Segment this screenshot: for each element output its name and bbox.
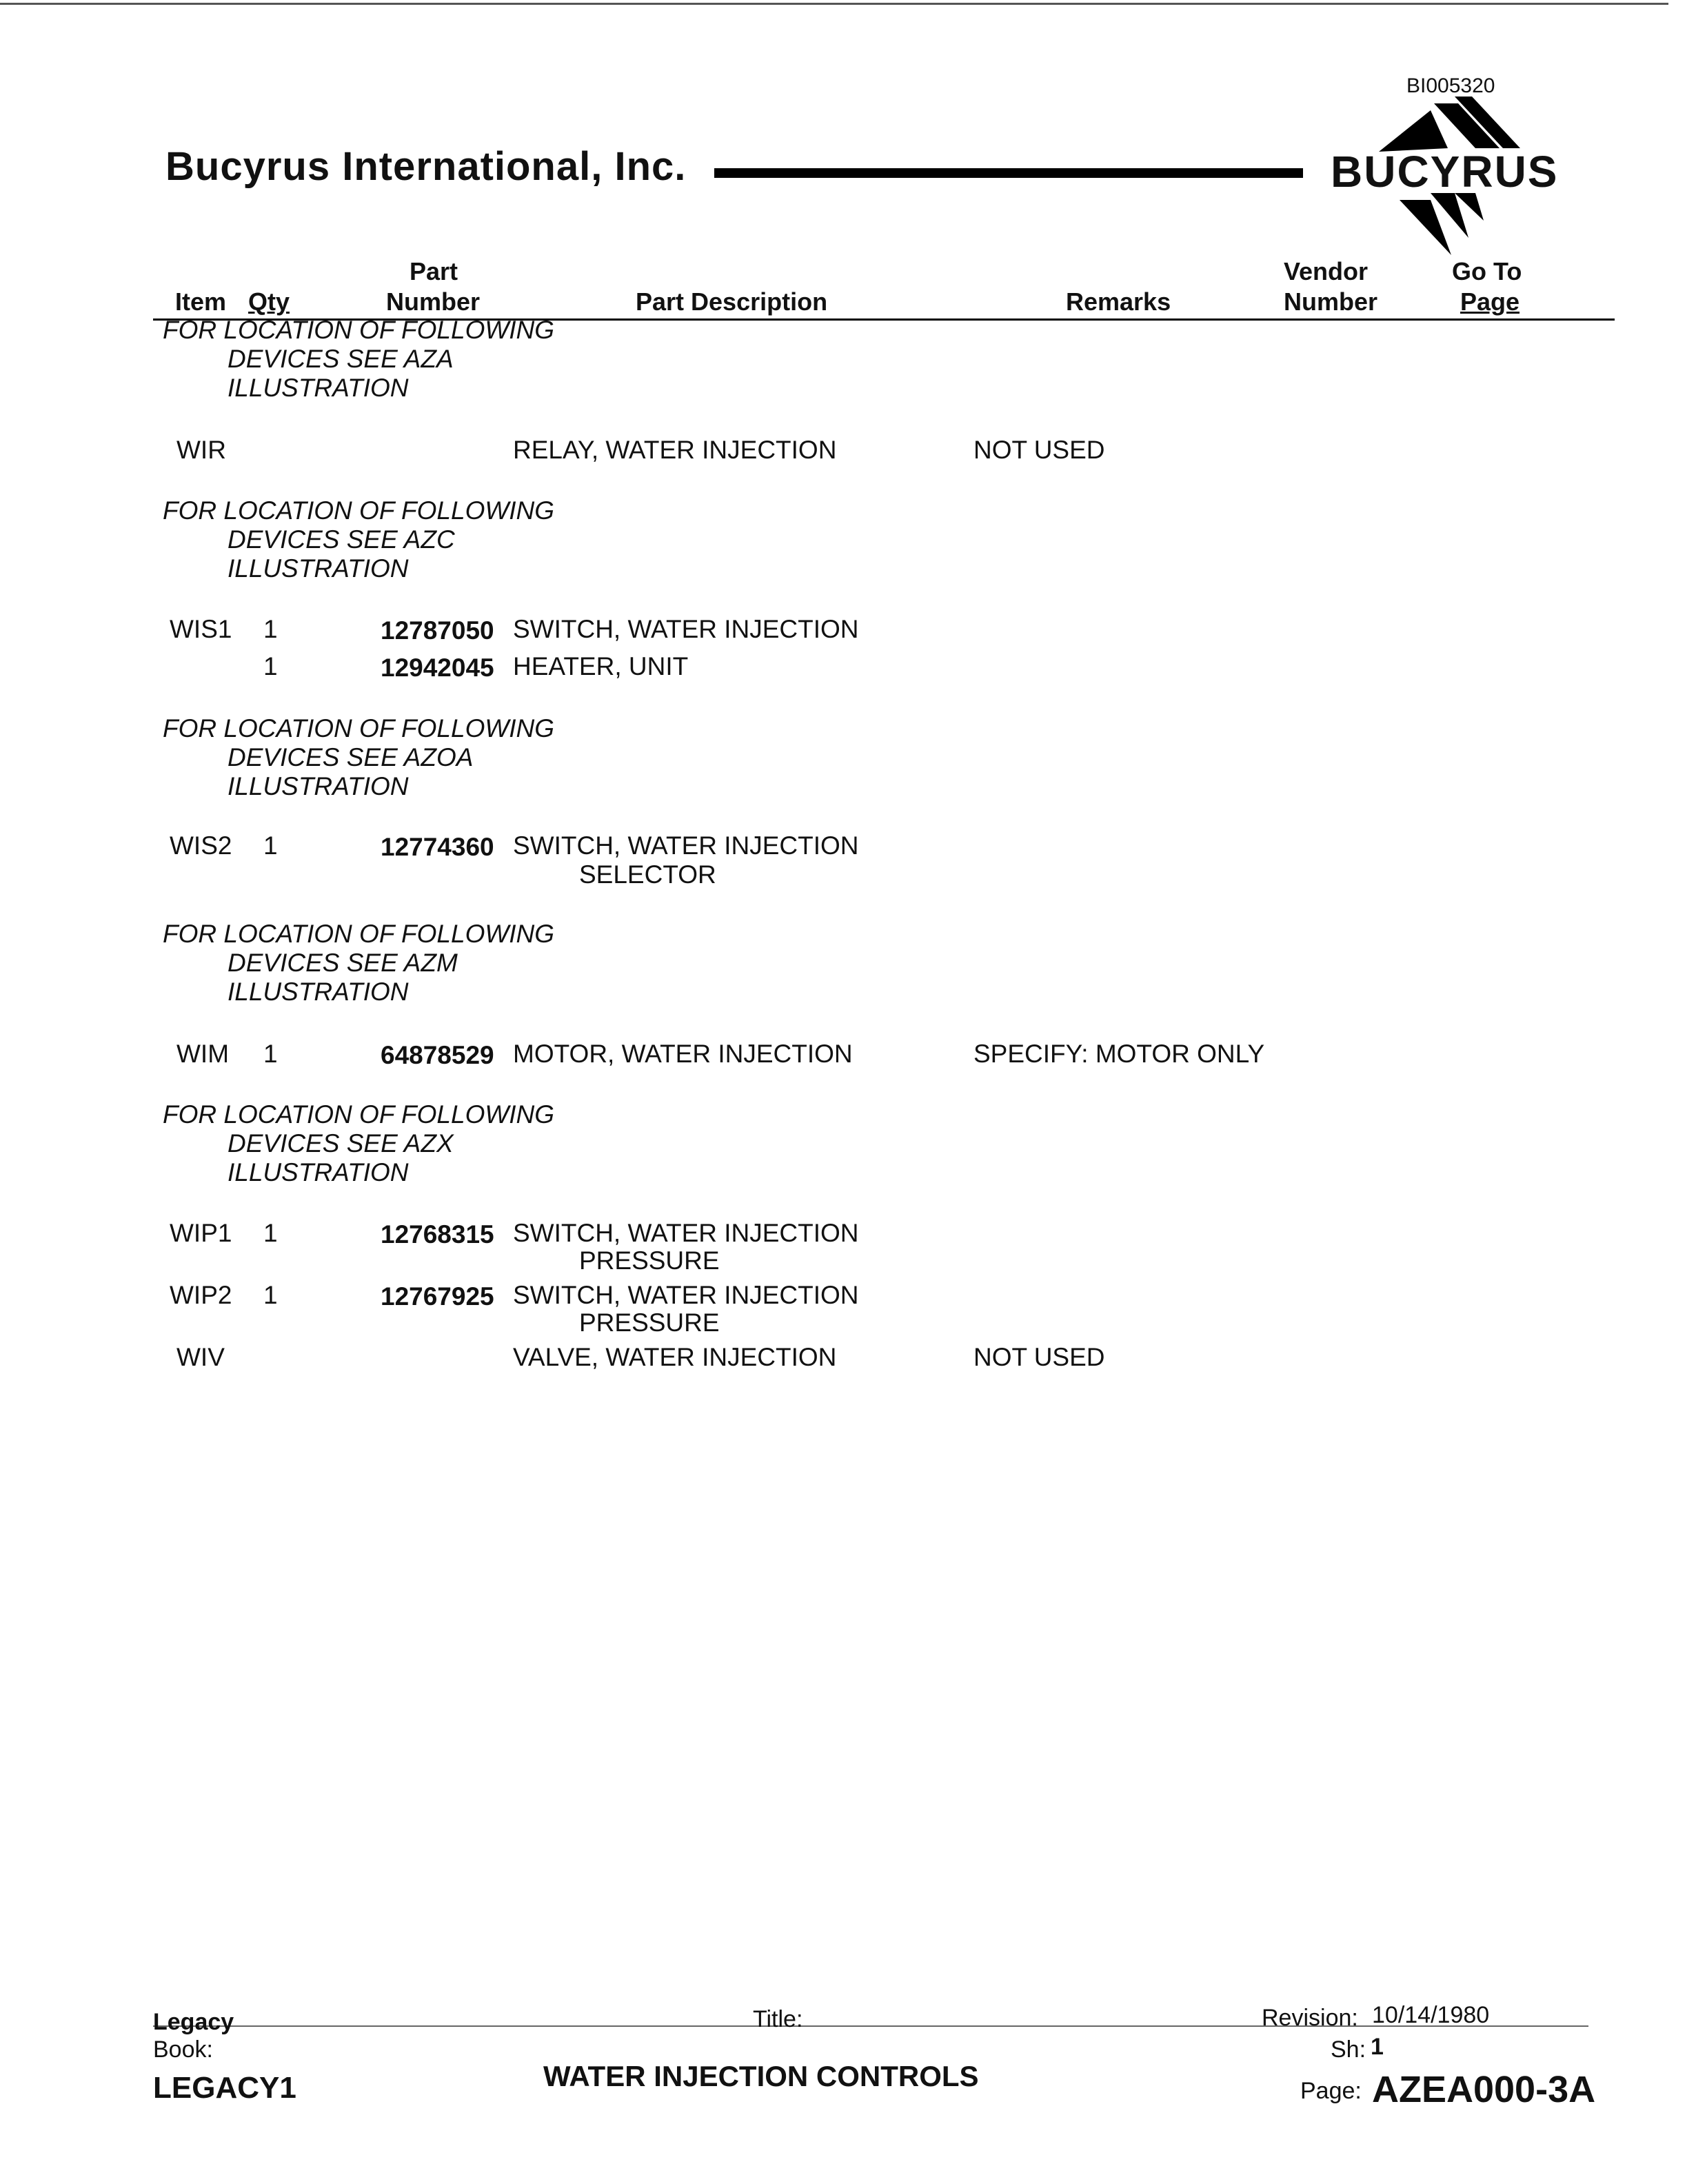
location-note: DEVICES SEE AZA xyxy=(228,345,454,373)
part-description: RELAY, WATER INJECTION xyxy=(513,436,837,464)
sheet-value: 1 xyxy=(1371,2034,1384,2060)
legacy-label: Legacy xyxy=(153,2009,234,2035)
col-part-top: Part xyxy=(410,257,458,285)
quantity: 1 xyxy=(263,831,278,860)
book-label: Book: xyxy=(153,2036,213,2063)
revision-value: 10/14/1980 xyxy=(1372,2002,1490,2028)
part-number: 12942045 xyxy=(381,654,494,682)
page-label: Page: xyxy=(1300,2078,1362,2104)
col-item: Item xyxy=(175,287,227,316)
col-description: Part Description xyxy=(636,287,828,316)
quantity: 1 xyxy=(263,652,278,680)
location-note: FOR LOCATION OF FOLLOWING xyxy=(163,496,555,525)
company-name: Bucyrus International, Inc. xyxy=(165,144,687,189)
part-description: SWITCH, WATER INJECTION xyxy=(513,1219,859,1247)
part-number: 64878529 xyxy=(381,1041,494,1069)
location-note: ILLUSTRATION xyxy=(228,554,409,583)
location-note: FOR LOCATION OF FOLLOWING xyxy=(163,714,555,742)
title-value: WATER INJECTION CONTROLS xyxy=(543,2060,979,2092)
item-code: WIV xyxy=(176,1343,225,1371)
location-note: DEVICES SEE AZM xyxy=(228,949,458,977)
location-note: DEVICES SEE AZOA xyxy=(228,743,474,771)
part-description-cont: PRESSURE xyxy=(579,1246,720,1275)
remarks: SPECIFY: MOTOR ONLY xyxy=(973,1040,1265,1068)
remarks: NOT USED xyxy=(973,1343,1105,1371)
part-number: 12787050 xyxy=(381,616,494,645)
page-value: AZEA000-3A xyxy=(1372,2069,1596,2110)
location-note: ILLUSTRATION xyxy=(228,374,409,402)
item-code: WIS2 xyxy=(170,831,232,860)
location-note: DEVICES SEE AZC xyxy=(228,525,455,554)
item-code: WIS1 xyxy=(170,615,232,643)
location-note: FOR LOCATION OF FOLLOWING xyxy=(163,920,555,948)
book-value: LEGACY1 xyxy=(153,2071,296,2105)
part-description: VALVE, WATER INJECTION xyxy=(513,1343,837,1371)
col-goto-bottom: Page xyxy=(1460,287,1520,316)
revision-label: Revision: xyxy=(1262,2005,1358,2031)
location-note: FOR LOCATION OF FOLLOWING xyxy=(163,316,555,344)
part-description-cont: PRESSURE xyxy=(579,1308,720,1337)
quantity: 1 xyxy=(263,1281,278,1309)
col-goto-top: Go To xyxy=(1452,257,1522,285)
remarks: NOT USED xyxy=(973,436,1105,464)
quantity: 1 xyxy=(263,615,278,643)
item-code: WIP2 xyxy=(170,1281,232,1309)
bucyrus-logo-text: BUCYRUS xyxy=(1331,147,1559,196)
location-note: ILLUSTRATION xyxy=(228,772,409,800)
part-description: HEATER, UNIT xyxy=(513,652,689,680)
location-note: ILLUSTRATION xyxy=(228,978,409,1006)
part-description: MOTOR, WATER INJECTION xyxy=(513,1040,853,1068)
quantity: 1 xyxy=(263,1219,278,1247)
document-id: BI005320 xyxy=(1406,74,1495,97)
col-remarks: Remarks xyxy=(1066,287,1171,316)
location-note: DEVICES SEE AZX xyxy=(228,1129,454,1157)
part-description: SWITCH, WATER INJECTION xyxy=(513,615,859,643)
item-code: WIR xyxy=(176,436,226,464)
location-note: FOR LOCATION OF FOLLOWING xyxy=(163,1100,555,1129)
title-label: Title: xyxy=(753,2006,803,2032)
quantity: 1 xyxy=(263,1040,278,1068)
item-code: WIM xyxy=(176,1040,230,1068)
top-border-line xyxy=(0,3,1668,5)
location-note: ILLUSTRATION xyxy=(228,1158,409,1186)
part-number: 12767925 xyxy=(381,1282,494,1311)
header-bar xyxy=(714,168,1303,178)
col-qty: Qty xyxy=(248,287,290,316)
part-number: 12768315 xyxy=(381,1220,494,1248)
part-description: SWITCH, WATER INJECTION xyxy=(513,831,859,860)
col-vendor-top: Vendor xyxy=(1284,257,1369,285)
item-code: WIP1 xyxy=(170,1219,232,1247)
col-vendor-bottom: Number xyxy=(1284,287,1378,316)
sheet-label: Sh: xyxy=(1331,2036,1366,2063)
col-part-bottom: Number xyxy=(386,287,481,316)
part-number: 12774360 xyxy=(381,833,494,861)
part-description: SWITCH, WATER INJECTION xyxy=(513,1281,859,1309)
part-description-cont: SELECTOR xyxy=(579,860,716,889)
